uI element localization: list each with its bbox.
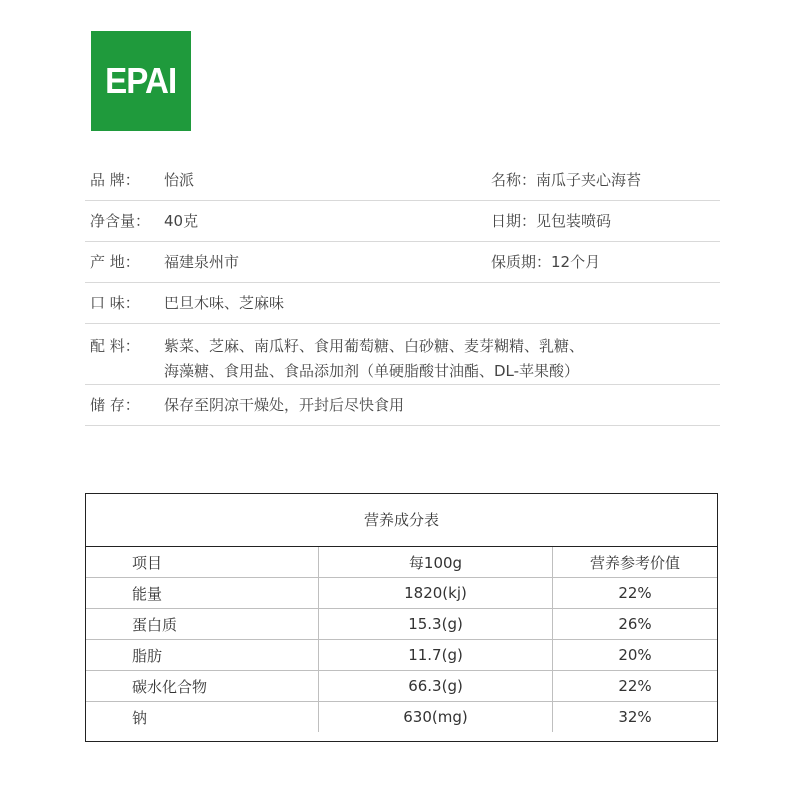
flavor-label: 口 味： xyxy=(90,294,140,312)
nutrition-table xyxy=(85,493,718,742)
shelf-life-value: 12个月 xyxy=(551,253,601,271)
row-item: 脂肪 xyxy=(86,640,319,671)
table-row xyxy=(86,702,717,733)
row-amount: 630(mg) xyxy=(319,702,553,733)
header-item: 项目 xyxy=(86,547,319,578)
origin-label: 产 地： xyxy=(90,253,140,271)
nutrition-title: 营养成分表 xyxy=(86,494,717,547)
name-value: 南瓜子夹心海苔 xyxy=(536,171,642,189)
table-row xyxy=(86,609,717,640)
ingredients-label: 配 料： xyxy=(90,337,140,355)
row-nrv: 22% xyxy=(553,671,718,702)
row-nrv: 26% xyxy=(553,609,718,640)
ingredients-value xyxy=(164,334,584,384)
row-amount: 11.7(g) xyxy=(319,640,553,671)
brand-label: 品 牌： xyxy=(90,171,140,189)
origin-value: 福建泉州市 xyxy=(164,253,240,271)
logo-text: EPAI xyxy=(105,60,177,101)
date-label: 日期： xyxy=(491,212,537,230)
shelf-life-label: 保质期： xyxy=(491,253,552,271)
brand-value: 怡派 xyxy=(164,171,195,189)
date-field xyxy=(491,201,611,241)
net-content-label: 净含量： xyxy=(90,212,151,230)
ingredients-line-1: 紫菜、芝麻、南瓜籽、食用葡萄糖、白砂糖、麦芽糊精、乳糖、 xyxy=(164,337,585,355)
row-item: 钠 xyxy=(86,702,319,733)
shelf-life-field xyxy=(491,242,600,282)
storage-value: 保存至阴凉干燥处，开封后尽快食用 xyxy=(164,396,405,414)
row-amount: 66.3(g) xyxy=(319,671,553,702)
header-nrv: 营养参考价值 xyxy=(553,547,718,578)
info-row-brand-name xyxy=(85,160,720,201)
ingredients-line-2: 海藻糖、食用盐、食品添加剂（单硬脂酸甘油酯、DL-苹果酸） xyxy=(164,362,580,380)
row-amount: 1820(kj) xyxy=(319,578,553,609)
nutrition-grid xyxy=(86,547,717,732)
info-row-storage xyxy=(85,385,720,426)
info-row-origin-shelf xyxy=(85,242,720,283)
row-item: 能量 xyxy=(86,578,319,609)
header-per-100g: 每100g xyxy=(319,547,553,578)
table-row xyxy=(86,640,717,671)
product-info xyxy=(85,160,720,426)
info-row-ingredients xyxy=(85,324,720,385)
storage-label: 储 存： xyxy=(90,396,140,414)
row-amount: 15.3(g) xyxy=(319,609,553,640)
flavor-value: 巴旦木味、芝麻味 xyxy=(164,294,285,312)
net-content-value: 40克 xyxy=(164,212,199,230)
table-row xyxy=(86,578,717,609)
table-row xyxy=(86,671,717,702)
name-label: 名称： xyxy=(491,171,537,189)
name-field xyxy=(491,160,641,200)
date-value: 见包装喷码 xyxy=(536,212,612,230)
info-row-net-date xyxy=(85,201,720,242)
row-item: 蛋白质 xyxy=(86,609,319,640)
epai-logo xyxy=(91,31,191,131)
table-header-row xyxy=(86,547,717,578)
row-nrv: 22% xyxy=(553,578,718,609)
info-row-flavor xyxy=(85,283,720,324)
row-nrv: 32% xyxy=(618,708,652,726)
row-nrv: 20% xyxy=(553,640,718,671)
row-item: 碳水化合物 xyxy=(86,671,319,702)
